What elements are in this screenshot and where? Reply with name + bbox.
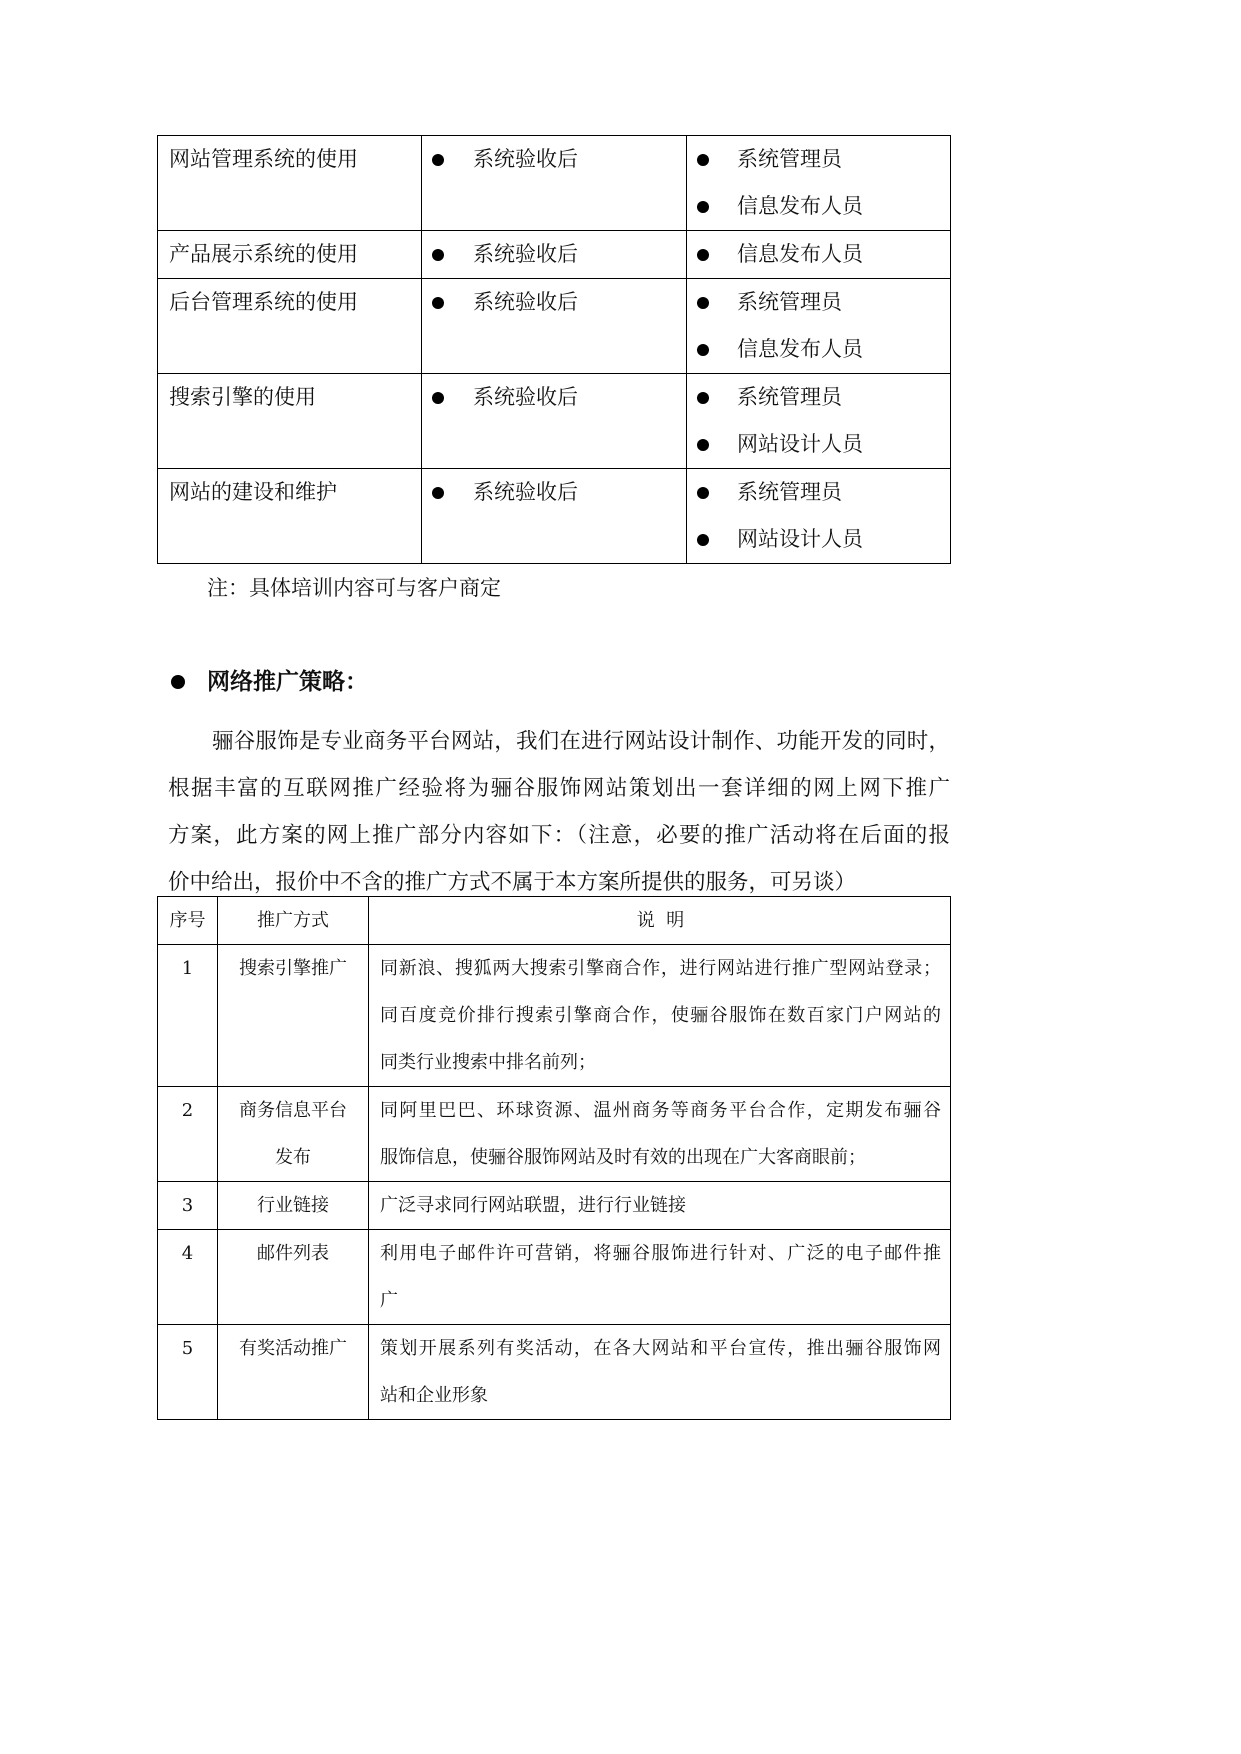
paragraph-line: 价中给出，报价中不含的推广方式不属于本方案所提供的服务，可另谈） [168, 870, 857, 895]
bullet-item [422, 231, 686, 278]
description-line: 策划开展系列有奖活动，在各大网站和平台宣传，推出骊谷服饰网 [380, 1338, 941, 1359]
method-cell [218, 1325, 369, 1420]
row-number: 1 [158, 945, 218, 1087]
timing-text: 系统验收后 [473, 385, 578, 409]
description-line: 同百度竞价排行搜索引擎商合作，使骊谷服饰在数百家门户网站的 [380, 1005, 941, 1026]
paragraph-line: 方案，此方案的网上推广部分内容如下：（注意，必要的推广活动将在后面的报 [168, 823, 950, 848]
audience-text: 系统管理员 [737, 385, 842, 409]
bullet-item [422, 469, 686, 516]
row-number: 3 [158, 1182, 218, 1230]
audience-cell [687, 231, 951, 279]
audience-text: 系统管理员 [737, 480, 842, 504]
course-cell: 产品展示系统的使用 [158, 231, 422, 279]
audience-text: 信息发布人员 [737, 194, 863, 218]
bullet-icon [432, 297, 444, 309]
audience-cell [687, 374, 951, 469]
bullet-item [687, 231, 950, 278]
paragraph-line: 骊谷服饰是专业商务平台网站，我们在进行网站设计制作、功能开发的同时， [212, 729, 950, 754]
table-row [158, 1325, 951, 1420]
audience-text: 系统管理员 [737, 290, 842, 314]
bullet-item [687, 183, 950, 230]
table-row [158, 1182, 951, 1230]
table-header-row [158, 897, 951, 945]
method-cell [218, 1087, 369, 1182]
table-row [158, 469, 951, 564]
table-row [158, 279, 951, 374]
bullet-item [687, 469, 950, 516]
course-cell: 搜索引擎的使用 [158, 374, 422, 469]
timing-cell [422, 279, 687, 374]
audience-text: 信息发布人员 [737, 242, 863, 266]
bullet-icon [697, 249, 709, 261]
header-no: 序号 [158, 897, 218, 945]
bullet-icon [697, 534, 709, 546]
table-row [158, 1087, 951, 1182]
description-cell [369, 1087, 951, 1182]
header-method: 推广方式 [218, 897, 369, 945]
table-row [158, 1230, 951, 1325]
promotion-table-body [158, 897, 951, 1420]
bullet-item [687, 326, 950, 373]
description-line: 站和企业形象 [380, 1385, 488, 1406]
intro-paragraph [168, 718, 950, 906]
timing-text: 系统验收后 [473, 290, 578, 314]
timing-text: 系统验收后 [473, 480, 578, 504]
promotion-table [157, 896, 951, 1420]
timing-cell [422, 374, 687, 469]
description-cell [369, 945, 951, 1087]
audience-text: 网站设计人员 [737, 432, 863, 456]
audience-text: 系统管理员 [737, 147, 842, 171]
bullet-icon [697, 392, 709, 404]
training-table-body [158, 136, 951, 564]
training-note: 注：具体培训内容可与客户商定 [207, 576, 501, 600]
method-text: 商务信息平台 [239, 1100, 347, 1121]
table-row [158, 945, 951, 1087]
audience-cell [687, 469, 951, 564]
bullet-item [422, 374, 686, 421]
bullet-icon [697, 439, 709, 451]
paragraph-line: 根据丰富的互联网推广经验将为骊谷服饰网站策划出一套详细的网上网下推广 [168, 776, 950, 801]
course-cell: 网站的建设和维护 [158, 469, 422, 564]
bullet-icon [697, 487, 709, 499]
timing-cell [422, 136, 687, 231]
bullet-item [687, 421, 950, 468]
audience-cell [687, 136, 951, 231]
timing-cell [422, 469, 687, 564]
method-text: 邮件列表 [257, 1243, 329, 1264]
bullet-item [687, 374, 950, 421]
audience-cell [687, 279, 951, 374]
bullet-icon [432, 249, 444, 261]
table-row [158, 374, 951, 469]
training-table [157, 135, 951, 564]
description-line: 利用电子邮件许可营销，将骊谷服饰进行针对、广泛的电子邮件推 [380, 1243, 941, 1264]
description-line: 同类行业搜索中排名前列； [380, 1052, 596, 1073]
bullet-item [422, 279, 686, 326]
timing-cell [422, 231, 687, 279]
description-cell [369, 1182, 951, 1230]
bullet-item [687, 516, 950, 563]
description-cell [369, 1325, 951, 1420]
header-desc: 说 明 [369, 897, 951, 945]
bullet-icon [432, 487, 444, 499]
timing-text: 系统验收后 [473, 147, 578, 171]
bullet-icon [432, 392, 444, 404]
row-number: 5 [158, 1325, 218, 1420]
audience-text: 网站设计人员 [737, 527, 863, 551]
audience-text: 信息发布人员 [737, 337, 863, 361]
bullet-item [687, 136, 950, 183]
bullet-icon [697, 201, 709, 213]
bullet-item [687, 279, 950, 326]
table-row [158, 231, 951, 279]
method-text: 发布 [275, 1147, 311, 1168]
section-heading-text: 网络推广策略： [207, 669, 368, 695]
description-line: 广 [380, 1290, 398, 1311]
bullet-icon [697, 344, 709, 356]
timing-text: 系统验收后 [473, 242, 578, 266]
description-cell [369, 1230, 951, 1325]
description-line: 广泛寻求同行网站联盟，进行行业链接 [380, 1195, 686, 1216]
bullet-icon [432, 154, 444, 166]
table-row [158, 136, 951, 231]
bullet-item [422, 136, 686, 183]
course-cell: 网站管理系统的使用 [158, 136, 422, 231]
description-line: 服饰信息，使骊谷服饰网站及时有效的出现在广大客商眼前； [380, 1147, 866, 1168]
course-cell: 后台管理系统的使用 [158, 279, 422, 374]
method-cell [218, 945, 369, 1087]
description-line: 同新浪、搜狐两大搜索引擎商合作，进行网站进行推广型网站登录； [380, 958, 941, 979]
description-line: 同阿里巴巴、环球资源、温州商务等商务平台合作，定期发布骊谷 [380, 1100, 941, 1121]
bullet-icon [697, 154, 709, 166]
section-heading [171, 660, 368, 704]
method-cell [218, 1230, 369, 1325]
method-cell [218, 1182, 369, 1230]
row-number: 2 [158, 1087, 218, 1182]
row-number: 4 [158, 1230, 218, 1325]
bullet-icon [171, 675, 185, 689]
method-text: 行业链接 [257, 1195, 329, 1216]
bullet-icon [697, 297, 709, 309]
method-text: 有奖活动推广 [239, 1338, 347, 1359]
method-text: 搜索引擎推广 [239, 958, 347, 979]
